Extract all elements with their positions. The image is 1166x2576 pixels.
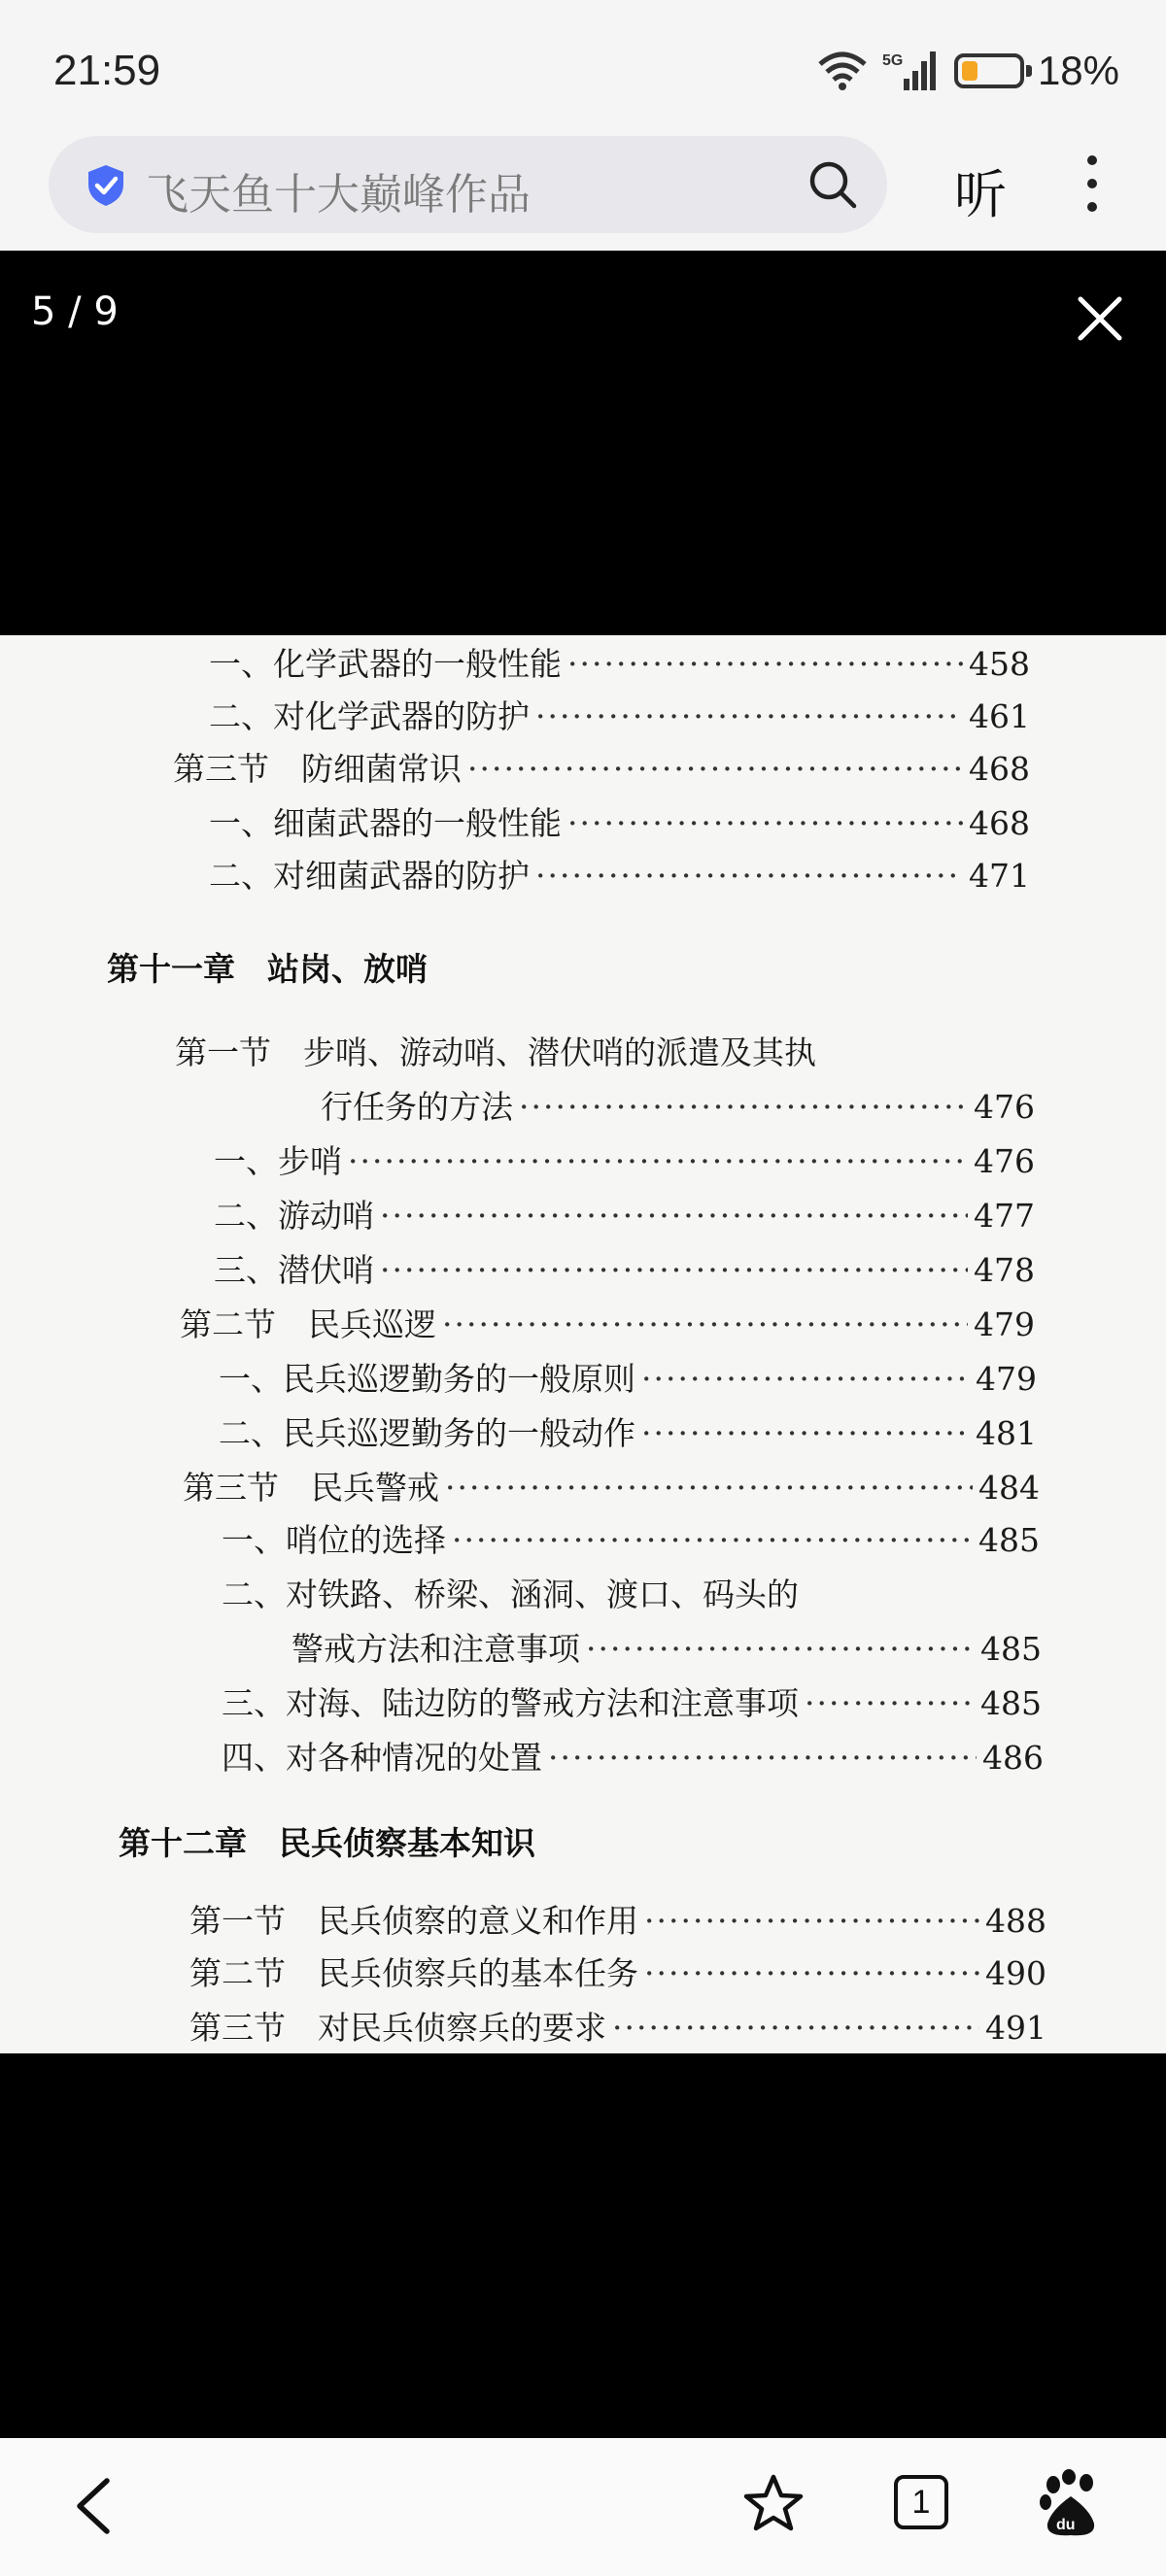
- toc-row: 第三节 民兵警戒 ····· 484: [183, 1463, 1040, 1506]
- back-arrow-icon[interactable]: [70, 2475, 119, 2537]
- toc-line: 二、对铁路、桥梁、涵洞、渡口、码头的: [222, 1576, 799, 1613]
- baidu-paw-icon[interactable]: [1040, 2469, 1102, 2539]
- image-viewer: [0, 251, 1166, 2438]
- toc-row: 三、对海、陆边防的警戒方法和注意事项 ····· 485: [222, 1678, 1042, 1721]
- toc-row: 一、哨位的选择 ····· 485: [222, 1515, 1040, 1558]
- cellular-signal-icon: [882, 50, 941, 92]
- search-box[interactable]: [49, 136, 887, 233]
- toc-row: 二、民兵巡逻勤务的一般动作 ····· 481: [219, 1408, 1037, 1451]
- toc-row: 行任务的方法 ····· 476: [321, 1082, 1035, 1125]
- search-query[interactable]: 飞天鱼十大巅峰作品: [146, 170, 531, 220]
- tabs-count-button[interactable]: 1: [894, 2475, 948, 2529]
- shield-check-icon: [86, 163, 126, 208]
- listen-button[interactable]: 听: [954, 164, 1007, 225]
- toc-row: 二、游动哨 ····· 477: [214, 1191, 1035, 1234]
- toc-line: 第一节 步哨、游动哨、潜伏哨的派遣及其执: [175, 1034, 816, 1071]
- status-indicators: [816, 47, 1119, 95]
- toc-row: 一、民兵巡逻勤务的一般原则 ····· 479: [219, 1354, 1037, 1397]
- wifi-icon: [816, 51, 869, 91]
- status-bar: [0, 0, 1166, 136]
- battery-percent: 18%: [1037, 48, 1119, 93]
- chapter-heading: 第十一章 站岗、放哨: [107, 950, 428, 988]
- toc-row: 一、细菌武器的一般性能 ····· 468: [209, 798, 1030, 841]
- toc-row: 四、对各种情况的处置 ····· 486: [222, 1733, 1044, 1776]
- network-type: 5G: [881, 52, 904, 69]
- page-counter: 5 / 9: [31, 289, 119, 334]
- toc-row: 第一节 民兵侦察的意义和作用 ····· 488: [189, 1896, 1046, 1939]
- more-menu-icon[interactable]: [1080, 155, 1104, 216]
- status-time: 21:59: [53, 47, 161, 94]
- toc-row: 二、对化学武器的防护 ····· 461: [209, 692, 1030, 734]
- svg-text:du: du: [1056, 2517, 1076, 2533]
- toc-row: 二、对细菌武器的防护 ····· 471: [209, 851, 1030, 894]
- bottom-navigation: [0, 2438, 1166, 2576]
- battery-icon: [954, 53, 1024, 88]
- toc-row: 第三节 防细菌常识 ····· 468: [173, 744, 1030, 787]
- close-icon[interactable]: [1073, 291, 1127, 346]
- toc-row: 警戒方法和注意事项 ····· 485: [292, 1624, 1042, 1667]
- chapter-heading: 第十二章 民兵侦察基本知识: [119, 1824, 535, 1862]
- document-page-image[interactable]: [0, 635, 1166, 2053]
- toc-row: 三、潜伏哨 ····· 478: [214, 1245, 1035, 1288]
- toc-row: 第二节 民兵巡逻 ····· 479: [180, 1300, 1035, 1342]
- browser-toolbar: [0, 136, 1166, 251]
- toc-row: 一、化学武器的一般性能 ····· 458: [209, 639, 1030, 682]
- search-icon[interactable]: [807, 159, 858, 210]
- toc-row: 第三节 对民兵侦察兵的要求 ····· 491: [189, 2003, 1046, 2046]
- toc-row: 一、步哨 ····· 476: [214, 1136, 1035, 1179]
- toc-row: 第二节 民兵侦察兵的基本任务 ····· 490: [189, 1949, 1046, 1991]
- star-bookmark-icon[interactable]: [742, 2473, 805, 2533]
